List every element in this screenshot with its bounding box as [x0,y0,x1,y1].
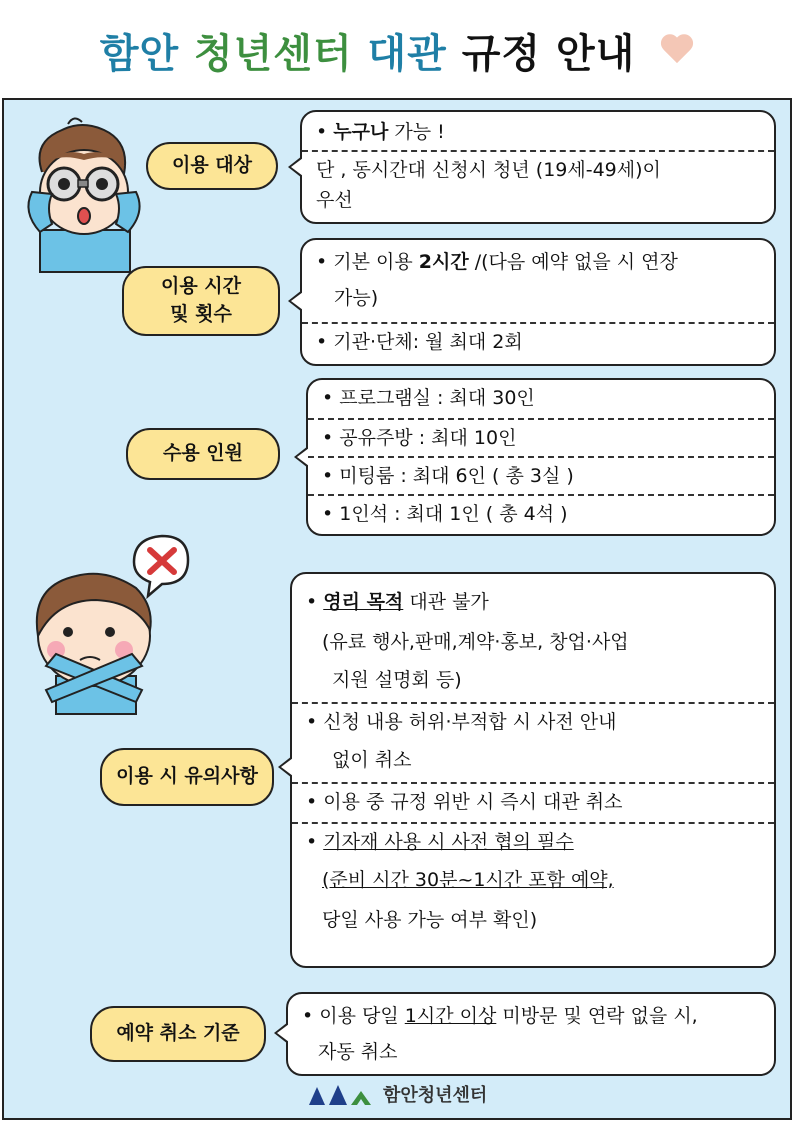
page-title [0,22,794,79]
label-notes: 이용 시 유의사항 [100,748,274,806]
cancel-line-1: • 이용 당일 1시간 이상 미방문 및 연락 없을 시, [302,1005,698,1027]
notes-item-1-line-2: (유료 행사,판매,계약·홍보, 창업·사업 [322,631,629,653]
target-line-2: 단 , 동시간대 신청시 청년 (19세-49세)이 [302,150,774,188]
time-bullet-1-cont: 가능) [334,287,379,309]
notes-item-2-line-2: 없이 취소 [332,749,412,771]
capacity-item-1: • 프로그램실 : 최대 30인 [322,387,535,409]
target-line-3: 우선 [316,189,353,211]
notes-item-4: • 기자재 사용 시 사전 협의 필수 [292,822,774,860]
capacity-item-2: • 공유주방 : 최대 10인 [308,418,774,456]
label-cancel: 예약 취소 기준 [90,1006,266,1062]
notes-item-1: • 영리 목적 대관 불가 [306,591,489,613]
notes-item-1-line-3: 지원 설명회 등) [332,669,462,691]
time-bullet-1: • 기본 이용 2시간 /(다음 예약 없을 시 연장 [316,251,678,273]
title-part-4: 규정 안내 [461,31,636,77]
title-part-1: 함안 [99,31,180,77]
target-bullet-1: • 누구나 가능 ! [316,121,445,143]
notes-item-4-line-3: 당일 사용 가능 여부 확인) [322,909,538,931]
capacity-item-3: • 미팅룸 : 최대 6인 ( 총 3실 ) [308,456,774,494]
label-target: 이용 대상 [146,142,278,190]
time-bullet-2: • 기관·단체: 월 최대 2회 [302,322,774,360]
notes-item-3: • 이용 중 규정 위반 시 즉시 대관 취소 [292,782,774,820]
title-part-2: 청년센터 [194,31,353,77]
capacity-item-4: • 1인석 : 최대 1인 ( 총 4석 ) [308,494,774,532]
title-part-3: 대관 [367,31,447,77]
label-time: 이용 시간 및 횟수 [122,266,280,336]
box-time [300,238,776,366]
notes-item-2: • 신청 내용 허위·부적합 시 사전 안내 [292,702,774,740]
boy-crossed-arms-illustration [16,526,196,718]
label-capacity: 수용 인원 [126,428,280,480]
center-logo-icon [307,1085,373,1107]
box-target [300,110,776,224]
footer-org-name: 함안청년센터 [382,1085,488,1106]
box-notes [290,572,776,968]
box-capacity [306,378,776,536]
footer [0,1081,794,1107]
heart-icon [660,35,694,69]
notes-item-4-line-2: (준비 시간 30분~1시간 포함 예약, [322,869,614,891]
box-cancel [286,992,776,1076]
boy-binoculars-illustration [12,112,154,277]
cancel-line-2: 자동 취소 [318,1041,398,1063]
